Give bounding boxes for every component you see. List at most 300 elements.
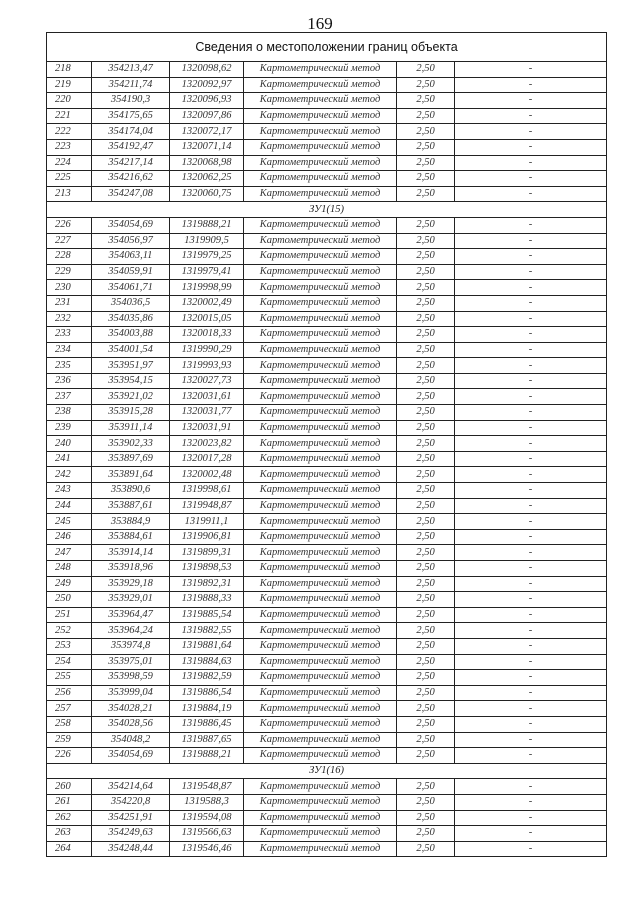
table-row [47, 155, 607, 171]
note-cell: - [455, 139, 607, 155]
y-coordinate-cell: 1319887,65 [170, 732, 244, 748]
method-cell: Картометрический метод [244, 373, 397, 389]
y-coordinate-cell: 1319898,53 [170, 561, 244, 577]
point-number-cell: 229 [47, 264, 92, 280]
point-number-cell: 242 [47, 467, 92, 483]
point-number-cell: 248 [47, 561, 92, 577]
accuracy-cell: 2,50 [397, 77, 455, 93]
note-cell: - [455, 249, 607, 265]
accuracy-cell: 2,50 [397, 826, 455, 842]
table-row [47, 358, 607, 374]
point-number-cell: 263 [47, 826, 92, 842]
table-row [47, 373, 607, 389]
x-coordinate-cell: 353887,61 [92, 498, 170, 514]
note-cell: - [455, 280, 607, 296]
point-number-cell: 228 [47, 249, 92, 265]
note-cell: - [455, 498, 607, 514]
point-number-cell: 230 [47, 280, 92, 296]
method-cell: Картометрический метод [244, 576, 397, 592]
note-cell: - [455, 529, 607, 545]
accuracy-cell: 2,50 [397, 607, 455, 623]
x-coordinate-cell: 354247,08 [92, 186, 170, 202]
note-cell: - [455, 311, 607, 327]
y-coordinate-cell: 1319948,87 [170, 498, 244, 514]
accuracy-cell: 2,50 [397, 701, 455, 717]
table-row [47, 670, 607, 686]
table-row [47, 295, 607, 311]
table-row [47, 217, 607, 233]
accuracy-cell: 2,50 [397, 280, 455, 296]
table-row [47, 561, 607, 577]
x-coordinate-cell: 354192,47 [92, 139, 170, 155]
point-number-cell: 250 [47, 592, 92, 608]
table-row [47, 701, 607, 717]
method-cell: Картометрический метод [244, 483, 397, 499]
method-cell: Картометрический метод [244, 93, 397, 109]
note-cell: - [455, 436, 607, 452]
method-cell: Картометрический метод [244, 545, 397, 561]
x-coordinate-cell: 353915,28 [92, 405, 170, 421]
accuracy-cell: 2,50 [397, 171, 455, 187]
method-cell: Картометрический метод [244, 592, 397, 608]
table-row [47, 514, 607, 530]
y-coordinate-cell: 1319899,31 [170, 545, 244, 561]
method-cell: Картометрический метод [244, 670, 397, 686]
y-coordinate-cell: 1320031,77 [170, 405, 244, 421]
note-cell: - [455, 155, 607, 171]
y-coordinate-cell: 1319882,59 [170, 670, 244, 686]
method-cell: Картометрический метод [244, 623, 397, 639]
method-cell: Картометрический метод [244, 108, 397, 124]
method-cell: Картометрический метод [244, 638, 397, 654]
accuracy-cell: 2,50 [397, 732, 455, 748]
note-cell: - [455, 561, 607, 577]
table-row [47, 685, 607, 701]
accuracy-cell: 2,50 [397, 155, 455, 171]
x-coordinate-cell: 354056,97 [92, 233, 170, 249]
x-coordinate-cell: 354190,3 [92, 93, 170, 109]
table-row [47, 249, 607, 265]
point-number-cell: 233 [47, 327, 92, 343]
note-cell: - [455, 701, 607, 717]
y-coordinate-cell: 1319881,64 [170, 638, 244, 654]
accuracy-cell: 2,50 [397, 124, 455, 140]
table-row [47, 576, 607, 592]
table-row [47, 139, 607, 155]
table-row [47, 233, 607, 249]
x-coordinate-cell: 354048,2 [92, 732, 170, 748]
accuracy-cell: 2,50 [397, 545, 455, 561]
boundary-coordinates-table [46, 32, 607, 857]
table-title: Сведения о местоположении границ объекта [47, 33, 607, 62]
point-number-cell: 255 [47, 670, 92, 686]
x-coordinate-cell: 353929,18 [92, 576, 170, 592]
x-coordinate-cell: 354249,63 [92, 826, 170, 842]
x-coordinate-cell: 354059,91 [92, 264, 170, 280]
method-cell: Картометрический метод [244, 529, 397, 545]
note-cell: - [455, 810, 607, 826]
y-coordinate-cell: 1320031,61 [170, 389, 244, 405]
point-number-cell: 232 [47, 311, 92, 327]
method-cell: Картометрический метод [244, 264, 397, 280]
table-row [47, 810, 607, 826]
x-coordinate-cell: 354174,04 [92, 124, 170, 140]
point-number-cell: 235 [47, 358, 92, 374]
accuracy-cell: 2,50 [397, 670, 455, 686]
x-coordinate-cell: 353890,6 [92, 483, 170, 499]
x-coordinate-cell: 354001,54 [92, 342, 170, 358]
method-cell: Картометрический метод [244, 249, 397, 265]
accuracy-cell: 2,50 [397, 327, 455, 343]
section-header: ЗУ1(16) [47, 763, 607, 779]
accuracy-cell: 2,50 [397, 93, 455, 109]
method-cell: Картометрический метод [244, 139, 397, 155]
accuracy-cell: 2,50 [397, 186, 455, 202]
point-number-cell: 240 [47, 436, 92, 452]
method-cell: Картометрический метод [244, 654, 397, 670]
x-coordinate-cell: 354036,5 [92, 295, 170, 311]
point-number-cell: 243 [47, 483, 92, 499]
y-coordinate-cell: 1319892,31 [170, 576, 244, 592]
accuracy-cell: 2,50 [397, 561, 455, 577]
table-row [47, 186, 607, 202]
method-cell: Картометрический метод [244, 233, 397, 249]
point-number-cell: 219 [47, 77, 92, 93]
accuracy-cell: 2,50 [397, 748, 455, 764]
accuracy-cell: 2,50 [397, 685, 455, 701]
table-row [47, 779, 607, 795]
table-row [47, 654, 607, 670]
note-cell: - [455, 685, 607, 701]
y-coordinate-cell: 1320002,49 [170, 295, 244, 311]
x-coordinate-cell: 353891,64 [92, 467, 170, 483]
x-coordinate-cell: 353929,01 [92, 592, 170, 608]
note-cell: - [455, 670, 607, 686]
table-row [47, 342, 607, 358]
note-cell: - [455, 405, 607, 421]
x-coordinate-cell: 353951,97 [92, 358, 170, 374]
table-row [47, 171, 607, 187]
method-cell: Картометрический метод [244, 171, 397, 187]
x-coordinate-cell: 354035,86 [92, 311, 170, 327]
method-cell: Картометрический метод [244, 561, 397, 577]
note-cell: - [455, 77, 607, 93]
accuracy-cell: 2,50 [397, 467, 455, 483]
note-cell: - [455, 576, 607, 592]
table-row [47, 124, 607, 140]
accuracy-cell: 2,50 [397, 249, 455, 265]
accuracy-cell: 2,50 [397, 592, 455, 608]
point-number-cell: 262 [47, 810, 92, 826]
point-number-cell: 234 [47, 342, 92, 358]
y-coordinate-cell: 1319886,45 [170, 716, 244, 732]
method-cell: Картометрический метод [244, 732, 397, 748]
x-coordinate-cell: 354251,91 [92, 810, 170, 826]
note-cell: - [455, 342, 607, 358]
note-cell: - [455, 62, 607, 78]
y-coordinate-cell: 1319884,63 [170, 654, 244, 670]
table-row [47, 732, 607, 748]
section-header: ЗУ1(15) [47, 202, 607, 218]
accuracy-cell: 2,50 [397, 623, 455, 639]
method-cell: Картометрический метод [244, 405, 397, 421]
point-number-cell: 226 [47, 748, 92, 764]
accuracy-cell: 2,50 [397, 295, 455, 311]
accuracy-cell: 2,50 [397, 358, 455, 374]
accuracy-cell: 2,50 [397, 810, 455, 826]
x-coordinate-cell: 354063,11 [92, 249, 170, 265]
table-row [47, 623, 607, 639]
point-number-cell: 264 [47, 841, 92, 857]
method-cell: Картометрический метод [244, 607, 397, 623]
method-cell: Картометрический метод [244, 716, 397, 732]
x-coordinate-cell: 354028,56 [92, 716, 170, 732]
note-cell: - [455, 373, 607, 389]
accuracy-cell: 2,50 [397, 498, 455, 514]
table-row [47, 389, 607, 405]
accuracy-cell: 2,50 [397, 264, 455, 280]
note-cell: - [455, 623, 607, 639]
table-row [47, 77, 607, 93]
note-cell: - [455, 748, 607, 764]
y-coordinate-cell: 1320027,73 [170, 373, 244, 389]
point-number-cell: 249 [47, 576, 92, 592]
x-coordinate-cell: 354175,65 [92, 108, 170, 124]
note-cell: - [455, 327, 607, 343]
y-coordinate-cell: 1319546,46 [170, 841, 244, 857]
method-cell: Картометрический метод [244, 810, 397, 826]
x-coordinate-cell: 353954,15 [92, 373, 170, 389]
note-cell: - [455, 217, 607, 233]
point-number-cell: 239 [47, 420, 92, 436]
method-cell: Картометрический метод [244, 77, 397, 93]
method-cell: Картометрический метод [244, 217, 397, 233]
x-coordinate-cell: 354054,69 [92, 217, 170, 233]
accuracy-cell: 2,50 [397, 576, 455, 592]
note-cell: - [455, 716, 607, 732]
y-coordinate-cell: 1319886,54 [170, 685, 244, 701]
x-coordinate-cell: 353964,47 [92, 607, 170, 623]
point-number-cell: 260 [47, 779, 92, 795]
method-cell: Картометрический метод [244, 186, 397, 202]
method-cell: Картометрический метод [244, 342, 397, 358]
point-number-cell: 236 [47, 373, 92, 389]
accuracy-cell: 2,50 [397, 654, 455, 670]
x-coordinate-cell: 353918,96 [92, 561, 170, 577]
note-cell: - [455, 124, 607, 140]
accuracy-cell: 2,50 [397, 514, 455, 530]
y-coordinate-cell: 1320092,97 [170, 77, 244, 93]
x-coordinate-cell: 354214,64 [92, 779, 170, 795]
point-number-cell: 254 [47, 654, 92, 670]
y-coordinate-cell: 1320060,75 [170, 186, 244, 202]
method-cell: Картометрический метод [244, 327, 397, 343]
method-cell: Картометрический метод [244, 794, 397, 810]
table-title-row [47, 33, 607, 62]
point-number-cell: 238 [47, 405, 92, 421]
accuracy-cell: 2,50 [397, 108, 455, 124]
table-row [47, 436, 607, 452]
note-cell: - [455, 654, 607, 670]
point-number-cell: 253 [47, 638, 92, 654]
table-row [47, 451, 607, 467]
x-coordinate-cell: 354003,88 [92, 327, 170, 343]
accuracy-cell: 2,50 [397, 373, 455, 389]
point-number-cell: 213 [47, 186, 92, 202]
x-coordinate-cell: 354028,21 [92, 701, 170, 717]
note-cell: - [455, 794, 607, 810]
y-coordinate-cell: 1319979,41 [170, 264, 244, 280]
y-coordinate-cell: 1320015,05 [170, 311, 244, 327]
accuracy-cell: 2,50 [397, 420, 455, 436]
table-row [47, 467, 607, 483]
y-coordinate-cell: 1319888,21 [170, 748, 244, 764]
table-row [47, 529, 607, 545]
method-cell: Картометрический метод [244, 451, 397, 467]
note-cell: - [455, 732, 607, 748]
point-number-cell: 218 [47, 62, 92, 78]
point-number-cell: 224 [47, 155, 92, 171]
note-cell: - [455, 358, 607, 374]
accuracy-cell: 2,50 [397, 139, 455, 155]
x-coordinate-cell: 353897,69 [92, 451, 170, 467]
y-coordinate-cell: 1319888,21 [170, 217, 244, 233]
y-coordinate-cell: 1319909,5 [170, 233, 244, 249]
x-coordinate-cell: 353884,9 [92, 514, 170, 530]
point-number-cell: 261 [47, 794, 92, 810]
point-number-cell: 245 [47, 514, 92, 530]
y-coordinate-cell: 1320072,17 [170, 124, 244, 140]
table-row [47, 264, 607, 280]
y-coordinate-cell: 1319884,19 [170, 701, 244, 717]
note-cell: - [455, 295, 607, 311]
accuracy-cell: 2,50 [397, 436, 455, 452]
method-cell: Картометрический метод [244, 514, 397, 530]
accuracy-cell: 2,50 [397, 716, 455, 732]
section-header-row [47, 202, 607, 218]
y-coordinate-cell: 1319906,81 [170, 529, 244, 545]
y-coordinate-cell: 1319993,93 [170, 358, 244, 374]
accuracy-cell: 2,50 [397, 779, 455, 795]
accuracy-cell: 2,50 [397, 233, 455, 249]
x-coordinate-cell: 353998,59 [92, 670, 170, 686]
table-row [47, 748, 607, 764]
note-cell: - [455, 467, 607, 483]
y-coordinate-cell: 1320071,14 [170, 139, 244, 155]
method-cell: Картометрический метод [244, 467, 397, 483]
point-number-cell: 223 [47, 139, 92, 155]
accuracy-cell: 2,50 [397, 217, 455, 233]
x-coordinate-cell: 353914,14 [92, 545, 170, 561]
point-number-cell: 231 [47, 295, 92, 311]
x-coordinate-cell: 353911,14 [92, 420, 170, 436]
x-coordinate-cell: 354213,47 [92, 62, 170, 78]
table-row [47, 93, 607, 109]
x-coordinate-cell: 353999,04 [92, 685, 170, 701]
table-row [47, 716, 607, 732]
note-cell: - [455, 545, 607, 561]
note-cell: - [455, 638, 607, 654]
table-row [47, 592, 607, 608]
point-number-cell: 225 [47, 171, 92, 187]
method-cell: Картометрический метод [244, 826, 397, 842]
method-cell: Картометрический метод [244, 295, 397, 311]
y-coordinate-cell: 1320096,93 [170, 93, 244, 109]
x-coordinate-cell: 354061,71 [92, 280, 170, 296]
method-cell: Картометрический метод [244, 358, 397, 374]
y-coordinate-cell: 1319888,33 [170, 592, 244, 608]
point-number-cell: 244 [47, 498, 92, 514]
point-number-cell: 258 [47, 716, 92, 732]
table-row [47, 826, 607, 842]
point-number-cell: 257 [47, 701, 92, 717]
x-coordinate-cell: 353964,24 [92, 623, 170, 639]
note-cell: - [455, 607, 607, 623]
accuracy-cell: 2,50 [397, 483, 455, 499]
x-coordinate-cell: 353884,61 [92, 529, 170, 545]
y-coordinate-cell: 1319882,55 [170, 623, 244, 639]
method-cell: Картометрический метод [244, 311, 397, 327]
point-number-cell: 237 [47, 389, 92, 405]
table-row [47, 483, 607, 499]
point-number-cell: 221 [47, 108, 92, 124]
table-row [47, 607, 607, 623]
point-number-cell: 246 [47, 529, 92, 545]
y-coordinate-cell: 1320068,98 [170, 155, 244, 171]
point-number-cell: 220 [47, 93, 92, 109]
y-coordinate-cell: 1319998,61 [170, 483, 244, 499]
table-row [47, 327, 607, 343]
point-number-cell: 226 [47, 217, 92, 233]
x-coordinate-cell: 354217,14 [92, 155, 170, 171]
y-coordinate-cell: 1319566,63 [170, 826, 244, 842]
table-row [47, 638, 607, 654]
x-coordinate-cell: 354211,74 [92, 77, 170, 93]
y-coordinate-cell: 1320062,25 [170, 171, 244, 187]
note-cell: - [455, 779, 607, 795]
accuracy-cell: 2,50 [397, 342, 455, 358]
page-number: 169 [307, 14, 333, 33]
y-coordinate-cell: 1319588,3 [170, 794, 244, 810]
method-cell: Картометрический метод [244, 389, 397, 405]
accuracy-cell: 2,50 [397, 62, 455, 78]
accuracy-cell: 2,50 [397, 405, 455, 421]
note-cell: - [455, 841, 607, 857]
accuracy-cell: 2,50 [397, 841, 455, 857]
note-cell: - [455, 592, 607, 608]
y-coordinate-cell: 1319990,29 [170, 342, 244, 358]
x-coordinate-cell: 354220,8 [92, 794, 170, 810]
y-coordinate-cell: 1319885,54 [170, 607, 244, 623]
y-coordinate-cell: 1319548,87 [170, 779, 244, 795]
point-number-cell: 256 [47, 685, 92, 701]
y-coordinate-cell: 1320017,28 [170, 451, 244, 467]
note-cell: - [455, 186, 607, 202]
point-number-cell: 247 [47, 545, 92, 561]
method-cell: Картометрический метод [244, 498, 397, 514]
note-cell: - [455, 514, 607, 530]
y-coordinate-cell: 1319998,99 [170, 280, 244, 296]
x-coordinate-cell: 354216,62 [92, 171, 170, 187]
note-cell: - [455, 420, 607, 436]
y-coordinate-cell: 1319979,25 [170, 249, 244, 265]
method-cell: Картометрический метод [244, 155, 397, 171]
x-coordinate-cell: 353974,8 [92, 638, 170, 654]
note-cell: - [455, 451, 607, 467]
table-row [47, 498, 607, 514]
point-number-cell: 252 [47, 623, 92, 639]
y-coordinate-cell: 1320023,82 [170, 436, 244, 452]
